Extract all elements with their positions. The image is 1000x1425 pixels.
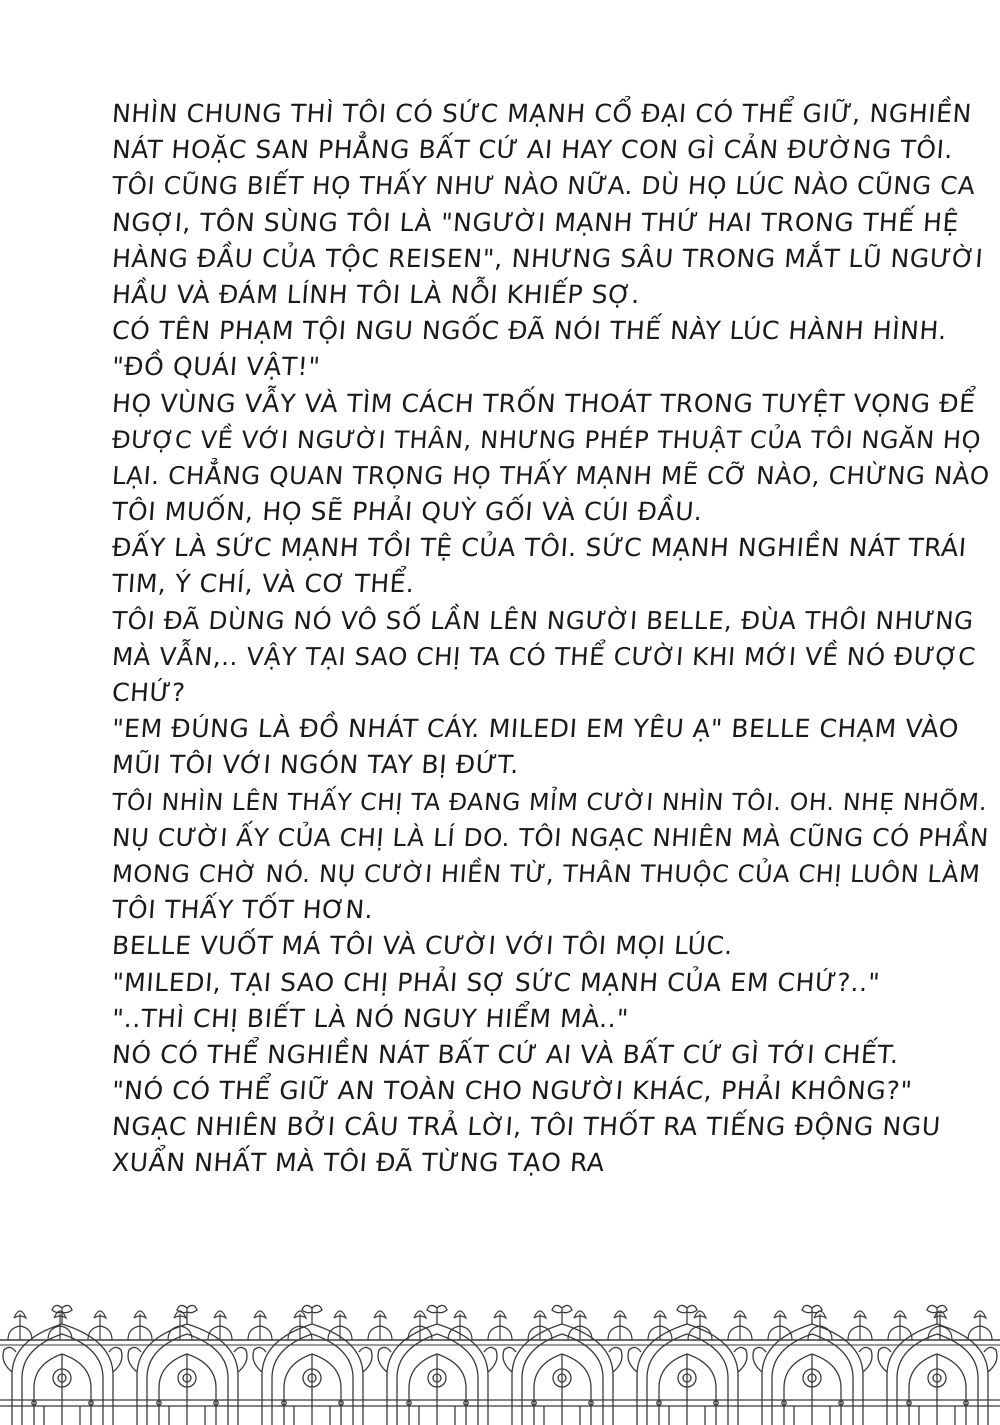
- story-line: NÁT HOẶC SAN PHẲNG BẤT CỨ AI HAY CON GÌ CẢN ĐƯỜNG TÔI.: [111, 135, 955, 165]
- story-line: "NÓ CÓ THỂ GIỮ AN TOÀN CHO NGƯỜI KHÁC, PHẢI KHÔNG?": [111, 1076, 914, 1106]
- story-line: TÔI MUỐN, HỌ SẼ PHẢI QUỲ GỐI VÀ CÚI ĐẦU.: [111, 497, 704, 527]
- story-line: LẠI. CHẲNG QUAN TRỌNG HỌ THẤY MẠNH MẼ CỠ NÀO, CHỪNG NÀO: [111, 460, 991, 490]
- story-line: CÓ TÊN PHẠM TỘI NGU NGỐC ĐÃ NÓI THẾ NÀY LÚC HÀNH HÌNH.: [111, 316, 948, 346]
- story-line: MONG CHỜ NÓ. NỤ CƯỜI HIỀN TỪ, THÂN THUỘC CỦA CHỊ LUÔN LÀM: [111, 859, 982, 888]
- story-line: TÔI ĐÃ DÙNG NÓ VÔ SỐ LẦN LÊN NGƯỜI BELLE, ĐÙA THÔI NHƯNG: [111, 605, 975, 635]
- story-line: "EM ĐÚNG LÀ ĐỒ NHÁT CÁY. MILEDI EM YÊU Ạ" BELLE CHẠM VÀO: [111, 714, 960, 744]
- story-line: ĐƯỢC VỀ VỚI NGƯỜI THÂN, NHƯNG PHÉP THUẬT CỦA TÔI NGĂN HỌ: [111, 425, 983, 454]
- story-line: NHÌN CHUNG THÌ TÔI CÓ SỨC MẠNH CỔ ĐẠI CÓ THỂ GIỮ, NGHIỀN: [111, 99, 973, 128]
- story-line: TÔI CŨNG BIẾT HỌ THẤY NHƯ NÀO NỮA. DÙ HỌ LÚC NÀO CŨNG CA: [111, 171, 977, 201]
- story-line: XUẨN NHẤT MÀ TÔI ĐÃ TỪNG TẠO RA: [111, 1148, 606, 1178]
- story-line: MŨI TÔI VỚI NGÓN TAY BỊ ĐỨT.: [111, 750, 521, 780]
- story-line: BELLE VUỐT MÁ TÔI VÀ CƯỜI VỚI TÔI MỌI LÚC.: [111, 931, 735, 961]
- story-line: TÔI THẤY TỐT HƠN.: [111, 895, 375, 925]
- story-line: ĐẤY LÀ SỨC MẠNH TỒI TỆ CỦA TÔI. SỨC MẠNH NGHIỀN NÁT TRÁI: [111, 533, 968, 563]
- story-line: NÓ CÓ THỂ NGHIỀN NÁT BẤT CỨ AI VÀ BẤT CỨ GÌ TỚI CHẾT.: [111, 1039, 900, 1069]
- story-line: "MILEDI, TẠI SAO CHỊ PHẢI SỢ SỨC MẠNH CỦA EM CHỨ?..": [111, 967, 882, 997]
- story-line: MÀ VẪN,.. VẬY TẠI SAO CHỊ TA CÓ THỂ CƯỜI KHI MỚI VỀ NÓ ĐƯỢC: [111, 641, 977, 671]
- story-line: "ĐỒ QUÁI VẬT!": [111, 352, 322, 382]
- ornamental-fence-border-icon: [0, 1300, 1000, 1425]
- story-text-block: [111, 96, 991, 1182]
- story-line: "..THÌ CHỊ BIẾT LÀ NÓ NGUY HIỂM MÀ..": [111, 1003, 630, 1033]
- story-line: HÀNG ĐẦU CỦA TỘC REISEN", NHƯNG SÂU TRONG MẮT LŨ NGƯỜI: [111, 243, 985, 273]
- story-line: CHỨ?: [111, 678, 187, 707]
- story-line: NGẠC NHIÊN BỞI CÂU TRẢ LỜI, TÔI THỐT RA TIẾNG ĐỘNG NGU: [111, 1112, 942, 1142]
- story-line: NGỢI, TÔN SÙNG TÔI LÀ "NGƯỜI MẠNH THỨ HAI TRONG THẾ HỆ: [111, 207, 960, 237]
- story-line: TIM, Ý CHÍ, VÀ CƠ THỂ.: [111, 569, 416, 599]
- story-line: TÔI NHÌN LÊN THẤY CHỊ TA ĐANG MỈM CƯỜI NHÌN TÔI. OH. NHẸ NHÕM.: [111, 787, 989, 816]
- story-line: NỤ CƯỜI ẤY CỦA CHỊ LÀ LÍ DO. TÔI NGẠC NHIÊN MÀ CŨNG CÓ PHẦN: [111, 822, 990, 852]
- story-line: HẦU VÀ ĐÁM LÍNH TÔI LÀ NỖI KHIẾP SỢ.: [111, 279, 642, 309]
- story-line: HỌ VÙNG VẪY VÀ TÌM CÁCH TRỐN THOÁT TRONG TUYỆT VỌNG ĐỂ: [111, 388, 977, 418]
